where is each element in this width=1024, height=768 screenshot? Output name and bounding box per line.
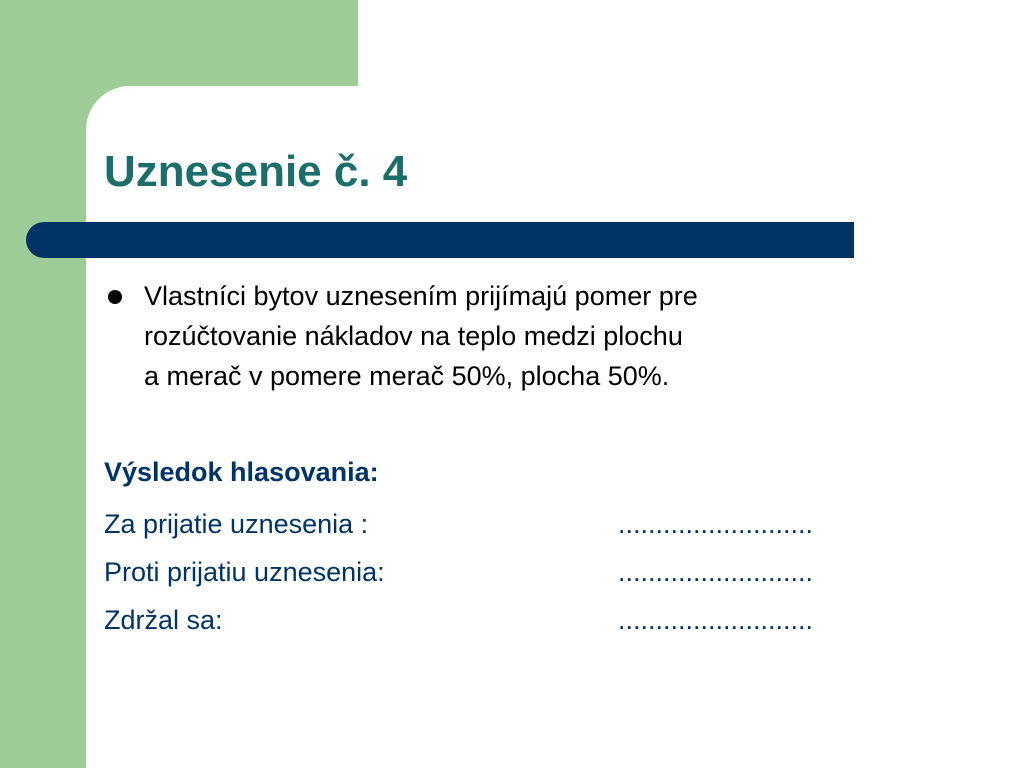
vote-label-abstain: Zdržal sa:	[104, 605, 223, 635]
voting-results-heading: Výsledok hlasovania:	[104, 457, 379, 487]
vote-value-against: ..........................	[618, 557, 814, 587]
vote-label-for: Za prijatie uznesenia :	[104, 509, 369, 539]
bullet-line-1: Vlastníci bytov uznesením prijímajú pomer pre	[144, 281, 698, 311]
vote-value-for: ..........................	[618, 509, 814, 539]
vote-row-abstain	[104, 600, 884, 648]
vote-value-abstain: ..........................	[618, 605, 814, 635]
vote-label-against: Proti prijatiu uznesenia:	[104, 557, 385, 587]
vote-row-for	[104, 504, 884, 552]
vote-row-against	[104, 552, 884, 600]
title-divider-bar	[26, 222, 854, 258]
bullet-line-3: a merač v pomere merač 50%, plocha 50%.	[144, 361, 670, 391]
bullet-line-2: rozúčtovanie nákladov na teplo medzi plochu	[144, 321, 683, 351]
bullet-text	[144, 276, 864, 396]
bullet-icon	[108, 290, 122, 304]
bullet-item	[104, 276, 864, 396]
voting-results	[104, 452, 884, 648]
slide-title: Uznesenie č. 4	[104, 147, 408, 196]
